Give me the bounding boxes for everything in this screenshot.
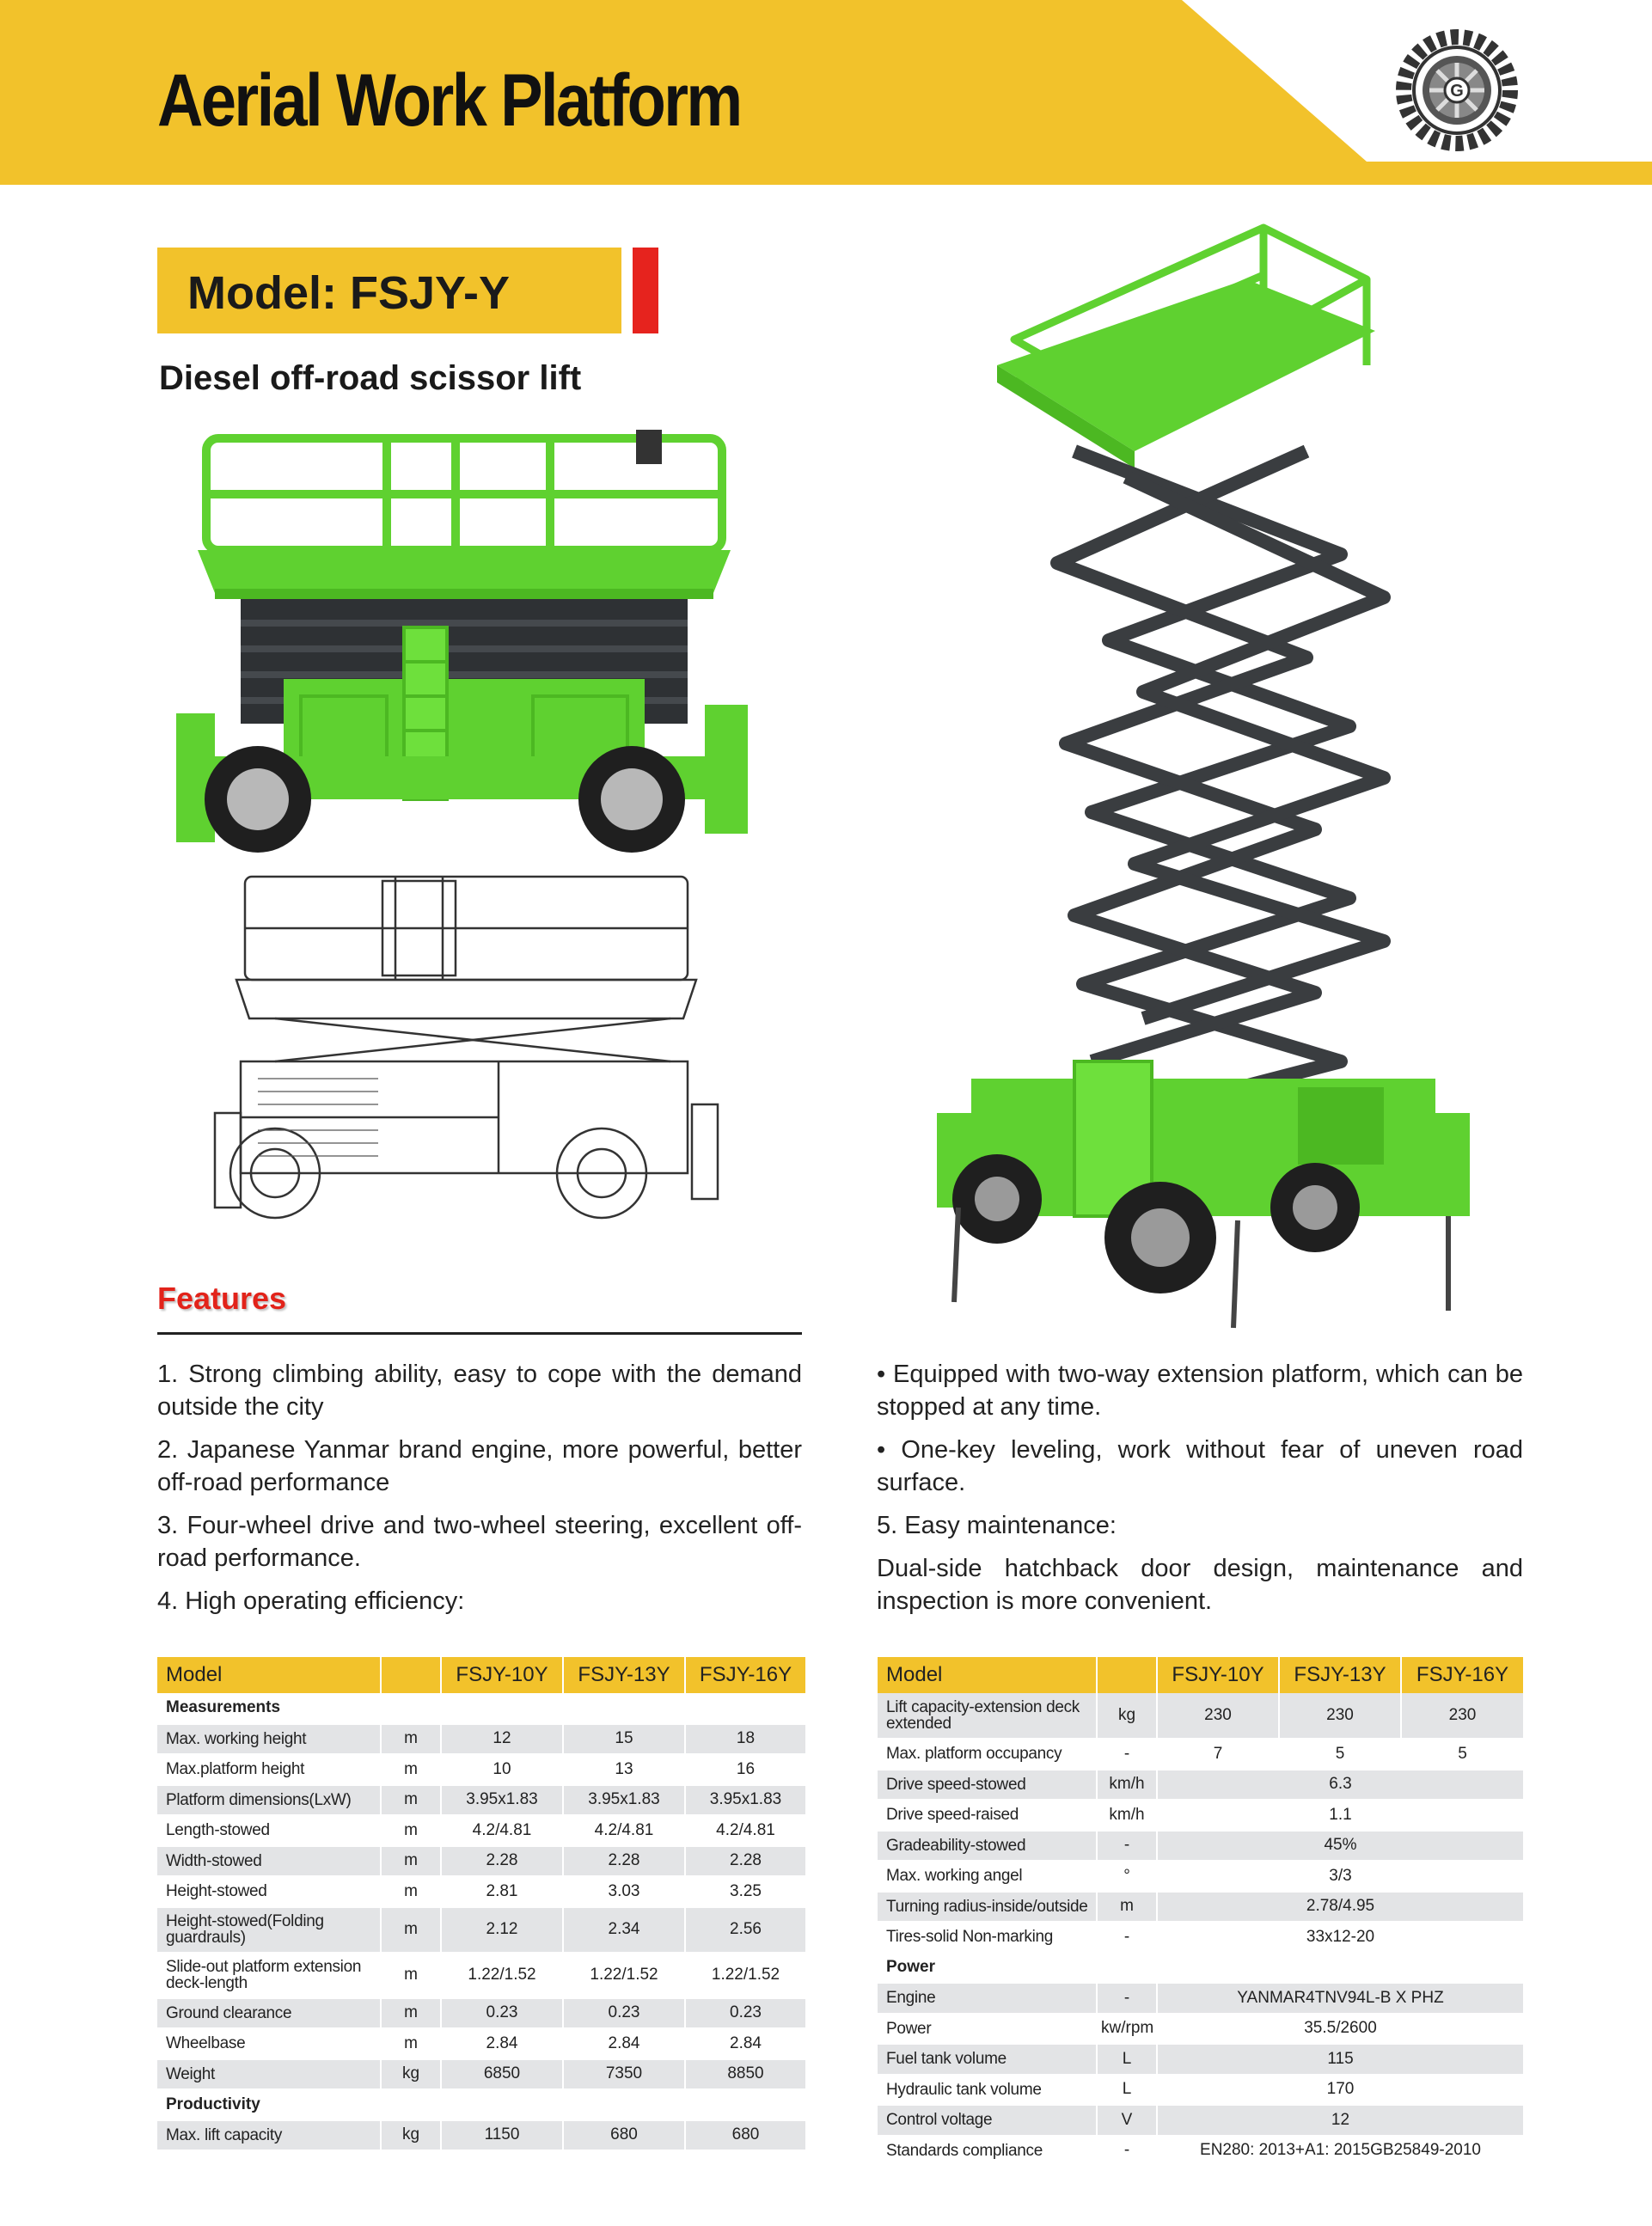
spec-unit: - bbox=[1097, 1922, 1157, 1953]
spec-name: Max. working angel bbox=[878, 1861, 1097, 1892]
spec-unit: - bbox=[1097, 1739, 1157, 1770]
table-row bbox=[157, 2028, 806, 2059]
spec-value: 3.95x1.83 bbox=[685, 1785, 806, 1816]
table-row bbox=[878, 2105, 1524, 2136]
spec-value: 230 bbox=[1401, 1693, 1524, 1739]
features-heading: Features bbox=[157, 1281, 287, 1316]
spec-unit: m bbox=[381, 1815, 441, 1846]
table-row bbox=[157, 1724, 806, 1755]
spec-value: 3/3 bbox=[1157, 1861, 1524, 1892]
spec-value: 680 bbox=[563, 2120, 685, 2151]
spec-unit: kg bbox=[381, 2120, 441, 2151]
spec-value: 5 bbox=[1401, 1739, 1524, 1770]
spec-value: 5 bbox=[1279, 1739, 1401, 1770]
svg-text:G: G bbox=[1450, 82, 1464, 101]
spec-name: Turning radius-inside/outside bbox=[878, 1892, 1097, 1923]
table-row bbox=[878, 1831, 1524, 1862]
spec-name: Drive speed-stowed bbox=[878, 1770, 1097, 1801]
spec-unit: m bbox=[381, 1876, 441, 1907]
section-label: Measurements bbox=[157, 1693, 806, 1724]
spec-unit: m bbox=[381, 1785, 441, 1816]
spec-name: Height-stowed(Folding guardrauls) bbox=[157, 1907, 381, 1953]
spec-unit: kw/rpm bbox=[1097, 2014, 1157, 2045]
spec-value: 1.22/1.52 bbox=[685, 1953, 806, 1998]
spec-unit: - bbox=[1097, 1831, 1157, 1862]
model-title: Model: FSJY-Y bbox=[187, 267, 511, 319]
spec-value: 2.12 bbox=[441, 1907, 563, 1953]
spec-unit: ° bbox=[1097, 1861, 1157, 1892]
table-section-row bbox=[157, 2089, 806, 2120]
spec-value: 12 bbox=[441, 1724, 563, 1755]
spec-name: Max. platform occupancy bbox=[878, 1739, 1097, 1770]
spec-value: 6850 bbox=[441, 2059, 563, 2090]
spec-value: 0.23 bbox=[441, 1998, 563, 2029]
spec-name: Weight bbox=[157, 2059, 381, 2090]
spec-value: 2.28 bbox=[563, 1846, 685, 1877]
spec-value: 680 bbox=[685, 2120, 806, 2151]
table-row bbox=[878, 1693, 1524, 1739]
feature-item: 4. High operating efficiency: bbox=[157, 1587, 465, 1615]
spec-table-right-body bbox=[878, 1693, 1524, 2166]
features-right-column bbox=[877, 1358, 1523, 1628]
table-row bbox=[157, 2120, 806, 2151]
spec-name: Standards compliance bbox=[878, 2136, 1097, 2167]
table-row bbox=[878, 2014, 1524, 2045]
feature-item: Dual-side hatchback door design, maintenance and inspection is more convenient. bbox=[877, 1555, 1523, 1615]
spec-unit: m bbox=[381, 1953, 441, 1998]
spec-name: Height-stowed bbox=[157, 1876, 381, 1907]
spec-value: 3.03 bbox=[563, 1876, 685, 1907]
table-row bbox=[878, 1983, 1524, 2014]
column-header: FSJY-13Y bbox=[1279, 1657, 1401, 1693]
spec-name: Wheelbase bbox=[157, 2028, 381, 2059]
spec-table-left bbox=[157, 1657, 807, 2151]
spec-unit: kg bbox=[1097, 1693, 1157, 1739]
table-section-row bbox=[878, 1953, 1524, 1984]
table-section-row bbox=[157, 1693, 806, 1724]
table-row bbox=[157, 1876, 806, 1907]
column-header: Model bbox=[157, 1657, 381, 1693]
column-header: FSJY-10Y bbox=[1157, 1657, 1279, 1693]
spec-unit: m bbox=[381, 2028, 441, 2059]
spec-name: Max.platform height bbox=[157, 1754, 381, 1785]
spec-name: Max. lift capacity bbox=[157, 2120, 381, 2151]
spec-value: 230 bbox=[1157, 1693, 1279, 1739]
lift-extended-photo bbox=[937, 193, 1470, 1345]
column-header: Model bbox=[878, 1657, 1097, 1693]
table-row bbox=[878, 1800, 1524, 1831]
table-row bbox=[157, 1846, 806, 1877]
spec-value: 8850 bbox=[685, 2059, 806, 2090]
table-row bbox=[878, 2075, 1524, 2106]
feature-item: 2. Japanese Yanmar brand engine, more powerful, better off-road performance bbox=[157, 1436, 802, 1496]
spec-unit: - bbox=[1097, 2136, 1157, 2167]
spec-unit: kg bbox=[381, 2059, 441, 2090]
spec-value: 3.95x1.83 bbox=[563, 1785, 685, 1816]
spec-unit: m bbox=[381, 1907, 441, 1953]
model-box bbox=[157, 248, 621, 333]
spec-unit: m bbox=[381, 1846, 441, 1877]
spec-unit: - bbox=[1097, 1983, 1157, 2014]
spec-value: 18 bbox=[685, 1724, 806, 1755]
spec-value: 6.3 bbox=[1157, 1770, 1524, 1801]
table-row bbox=[157, 1815, 806, 1846]
column-header: FSJY-16Y bbox=[685, 1657, 806, 1693]
table-row bbox=[157, 1785, 806, 1816]
spec-name: Slide-out platform extension deck-length bbox=[157, 1953, 381, 1998]
spec-name: Width-stowed bbox=[157, 1846, 381, 1877]
spec-table-left-body bbox=[157, 1693, 806, 2150]
spec-value: 170 bbox=[1157, 2075, 1524, 2106]
feature-item: 3. Four-wheel drive and two-wheel steering, excellent off-road performance. bbox=[157, 1512, 802, 1572]
feature-item: 5. Easy maintenance: bbox=[877, 1512, 1117, 1539]
features-divider bbox=[157, 1332, 802, 1335]
column-header bbox=[1097, 1657, 1157, 1693]
section-label: Productivity bbox=[157, 2089, 806, 2120]
spec-name: Lift capacity-extension deck extended bbox=[878, 1693, 1097, 1739]
spec-value: 16 bbox=[685, 1754, 806, 1785]
table-row bbox=[878, 1922, 1524, 1953]
spec-value: 2.34 bbox=[563, 1907, 685, 1953]
lift-line-drawing bbox=[206, 868, 722, 1229]
spec-value: 2.56 bbox=[685, 1907, 806, 1953]
spec-value: 3.25 bbox=[685, 1876, 806, 1907]
table-row bbox=[157, 1998, 806, 2029]
spec-value: 2.28 bbox=[441, 1846, 563, 1877]
spec-value: 35.5/2600 bbox=[1157, 2014, 1524, 2045]
spec-value: 2.81 bbox=[441, 1876, 563, 1907]
table-row bbox=[878, 2136, 1524, 2167]
table-row bbox=[878, 1861, 1524, 1892]
column-header: FSJY-13Y bbox=[563, 1657, 685, 1693]
table-row bbox=[157, 2059, 806, 2090]
spec-unit: km/h bbox=[1097, 1770, 1157, 1801]
spec-value: 10 bbox=[441, 1754, 563, 1785]
spec-table-right bbox=[878, 1657, 1525, 2167]
table-row bbox=[157, 1907, 806, 1953]
spec-value: 4.2/4.81 bbox=[563, 1815, 685, 1846]
spec-value: YANMAR4TNV94L-B X PHZ bbox=[1157, 1983, 1524, 2014]
spec-unit: m bbox=[381, 1754, 441, 1785]
spec-value: 2.28 bbox=[685, 1846, 806, 1877]
gear-wheel-logo-icon bbox=[1392, 26, 1521, 155]
spec-value: 45% bbox=[1157, 1831, 1524, 1862]
spec-unit: m bbox=[381, 1998, 441, 2029]
spec-value: 0.23 bbox=[685, 1998, 806, 2029]
spec-value: 1150 bbox=[441, 2120, 563, 2151]
table-header-row bbox=[157, 1657, 806, 1693]
spec-value: 3.95x1.83 bbox=[441, 1785, 563, 1816]
spec-unit: km/h bbox=[1097, 1800, 1157, 1831]
spec-value: 33x12-20 bbox=[1157, 1922, 1524, 1953]
spec-unit: m bbox=[1097, 1892, 1157, 1923]
feature-item: • One-key leveling, work without fear of uneven road surface. bbox=[877, 1436, 1523, 1496]
page-title: Aerial Work Platform bbox=[157, 59, 741, 142]
spec-value: 1.22/1.52 bbox=[563, 1953, 685, 1998]
spec-value: 7350 bbox=[563, 2059, 685, 2090]
section-label: Power bbox=[878, 1953, 1524, 1984]
spec-value: 1.1 bbox=[1157, 1800, 1524, 1831]
spec-value: 12 bbox=[1157, 2105, 1524, 2136]
column-header: FSJY-16Y bbox=[1401, 1657, 1524, 1693]
spec-value: 2.84 bbox=[685, 2028, 806, 2059]
spec-value: 7 bbox=[1157, 1739, 1279, 1770]
model-accent-bar bbox=[633, 248, 658, 333]
table-row bbox=[157, 1754, 806, 1785]
column-header bbox=[381, 1657, 441, 1693]
spec-value: 2.78/4.95 bbox=[1157, 1892, 1524, 1923]
spec-name: Control voltage bbox=[878, 2105, 1097, 2136]
spec-name: Engine bbox=[878, 1983, 1097, 2014]
table-row bbox=[878, 1770, 1524, 1801]
column-header: FSJY-10Y bbox=[441, 1657, 563, 1693]
spec-value: 2.84 bbox=[441, 2028, 563, 2059]
spec-value: 2.84 bbox=[563, 2028, 685, 2059]
spec-value: 1.22/1.52 bbox=[441, 1953, 563, 1998]
feature-item: 1. Strong climbing ability, easy to cope with the demand outside the city bbox=[157, 1361, 802, 1421]
feature-item: • Equipped with two-way extension platform, which can be stopped at any time. bbox=[877, 1361, 1523, 1421]
spec-name: Platform dimensions(LxW) bbox=[157, 1785, 381, 1816]
spec-unit: L bbox=[1097, 2044, 1157, 2075]
spec-value: 4.2/4.81 bbox=[685, 1815, 806, 1846]
spec-value: 13 bbox=[563, 1754, 685, 1785]
table-row bbox=[878, 2044, 1524, 2075]
spec-value: 230 bbox=[1279, 1693, 1401, 1739]
spec-unit: m bbox=[381, 1724, 441, 1755]
lift-front-photo bbox=[172, 413, 756, 859]
spec-name: Power bbox=[878, 2014, 1097, 2045]
spec-name: Gradeability-stowed bbox=[878, 1831, 1097, 1862]
table-row bbox=[157, 1953, 806, 1998]
spec-value: 15 bbox=[563, 1724, 685, 1755]
spec-name: Tires-solid Non-marking bbox=[878, 1922, 1097, 1953]
spec-name: Drive speed-raised bbox=[878, 1800, 1097, 1831]
table-header-row bbox=[878, 1657, 1524, 1693]
spec-name: Length-stowed bbox=[157, 1815, 381, 1846]
spec-unit: L bbox=[1097, 2075, 1157, 2106]
spec-value: EN280: 2013+A1: 2015GB25849-2010 bbox=[1157, 2136, 1524, 2167]
model-subtitle: Diesel off-road scissor lift bbox=[159, 359, 582, 397]
spec-name: Ground clearance bbox=[157, 1998, 381, 2029]
spec-name: Fuel tank volume bbox=[878, 2044, 1097, 2075]
spec-value: 4.2/4.81 bbox=[441, 1815, 563, 1846]
table-row bbox=[878, 1739, 1524, 1770]
spec-value: 0.23 bbox=[563, 1998, 685, 2029]
spec-name: Max. working height bbox=[157, 1724, 381, 1755]
features-left-column bbox=[157, 1358, 802, 1628]
spec-unit: V bbox=[1097, 2105, 1157, 2136]
spec-name: Hydraulic tank volume bbox=[878, 2075, 1097, 2106]
spec-value: 115 bbox=[1157, 2044, 1524, 2075]
table-row bbox=[878, 1892, 1524, 1923]
